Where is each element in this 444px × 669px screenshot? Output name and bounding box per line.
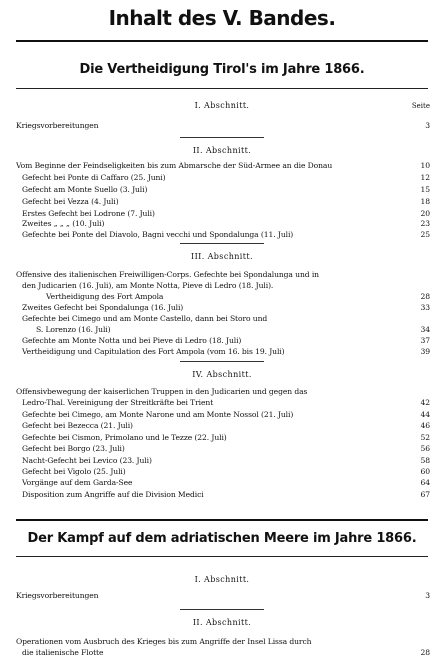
toc-entry-page: 64 bbox=[420, 478, 430, 487]
toc-entry-title: Vom Beginne der Feindseligkeiten bis zum Abmarsche der Süd-Armee an die Donau bbox=[16, 161, 333, 170]
part1-title: Die Vertheidigung Tirol's im Jahre 1866. bbox=[79, 62, 365, 77]
toc-entry-title: Disposition zum Angriffe auf die Division Medici bbox=[22, 490, 204, 499]
toc-entry-title: Gefecht bei Ponte di Caffaro (25. Juni) bbox=[22, 173, 166, 182]
toc-entry-page: 15 bbox=[420, 185, 430, 194]
toc-entry bbox=[0, 160, 444, 172]
toc-entry bbox=[0, 172, 444, 184]
toc-entry-title: Operationen vom Ausbruch des Krieges bis zum Angriffe der Insel Lissa durch bbox=[16, 637, 312, 646]
toc-entry-page: 3 bbox=[425, 591, 430, 600]
section-separator bbox=[180, 137, 264, 138]
toc-entry-title: Offensive des italienischen Freiwilligen-Corps. Gefechte bei Spondalunga und in bbox=[16, 270, 319, 279]
part1-rule bbox=[16, 88, 428, 89]
toc-entry-page: 58 bbox=[420, 456, 430, 465]
toc-entry-page: 33 bbox=[420, 303, 430, 312]
toc-entry-title: Gefecht bei Borgo (23. Juli) bbox=[22, 444, 125, 453]
toc-entry bbox=[0, 647, 444, 659]
toc-entry bbox=[0, 590, 444, 602]
toc-entry bbox=[0, 346, 444, 358]
toc-entry bbox=[0, 420, 444, 432]
toc-entry-page: 28 bbox=[420, 292, 430, 301]
toc-entry bbox=[0, 120, 444, 132]
toc-entry-page: 67 bbox=[420, 490, 430, 499]
toc-entry-title: Gefechte bei Cimego, am Monte Narone und am Monte Nossol (21. Juli) bbox=[22, 410, 294, 419]
toc-entry-page: 34 bbox=[420, 325, 430, 334]
section-separator bbox=[180, 361, 264, 362]
section-heading: III. Abschnitt. bbox=[191, 252, 253, 261]
toc-entry-title: Offensivbewegung der kaiserlichen Truppen in den Judicarien und gegen das bbox=[16, 387, 308, 396]
section-heading: II. Abschnitt. bbox=[192, 618, 252, 627]
section-heading: IV. Abschnitt. bbox=[192, 370, 252, 379]
title-rule bbox=[16, 40, 428, 42]
toc-entry-title: Ledro-Thal. Vereinigung der Streitkräfte bei Trient bbox=[22, 398, 214, 407]
toc-entry-title: Zweites Gefecht bei Spondalunga (16. Juli) bbox=[22, 303, 184, 312]
toc-entry-title: S. Lorenzo (16. Juli) bbox=[36, 325, 111, 334]
part2-rule bbox=[16, 556, 428, 557]
toc-entry-page: 20 bbox=[420, 209, 430, 218]
toc-entry-page: 56 bbox=[420, 444, 430, 453]
toc-entry-title: Nacht-Gefecht bei Levico (23. Juli) bbox=[22, 456, 152, 465]
toc-entry bbox=[0, 443, 444, 455]
toc-entry-page: 60 bbox=[420, 467, 430, 476]
toc-entry-title: Erstes Gefecht bei Lodrone (7. Juli) bbox=[22, 209, 155, 218]
toc-entry bbox=[0, 196, 444, 208]
toc-entry-title: Gefecht bei Vigolo (25. Juli) bbox=[22, 467, 126, 476]
toc-entry-title: Vertheidigung des Fort Ampola bbox=[46, 292, 164, 301]
toc-entry-page: 28 bbox=[420, 648, 430, 657]
toc-entry-title: Gefechte bei Cimego und am Monte Castello, dann bei Storo und bbox=[22, 314, 268, 323]
section-heading: I. Abschnitt. bbox=[194, 575, 250, 584]
toc-entry-page: 37 bbox=[420, 336, 430, 345]
toc-entry-page: 10 bbox=[420, 161, 430, 170]
toc-entry-title: Gefecht bei Bezecca (21. Juli) bbox=[22, 421, 133, 430]
section-heading: II. Abschnitt. bbox=[192, 146, 252, 155]
toc-entry bbox=[0, 489, 444, 501]
part-divider-rule bbox=[16, 519, 428, 521]
toc-entry bbox=[0, 397, 444, 409]
toc-entry-page: 52 bbox=[420, 433, 430, 442]
toc-entry bbox=[0, 477, 444, 489]
toc-entry bbox=[0, 184, 444, 196]
toc-entry-title: Gefechte bei Cismon, Primolano und le Tezze (22. Juli) bbox=[22, 433, 227, 442]
toc-entry-title: Gefechte bei Ponte del Diavolo, Bagni vecchi und Spondalunga (11. Juli) bbox=[22, 230, 294, 239]
toc-entry-page: 42 bbox=[420, 398, 430, 407]
toc-entry-title: Vorgänge auf dem Garda-See bbox=[22, 478, 133, 487]
toc-entry-page: 3 bbox=[425, 121, 430, 130]
toc-entry bbox=[0, 229, 444, 241]
toc-entry-page: 39 bbox=[420, 347, 430, 356]
toc-entry-title: Kriegsvorbereitungen bbox=[16, 121, 99, 130]
toc-entry-title: Vertheidigung und Capitulation des Fort Ampola (vom 16. bis 19. Juli) bbox=[22, 347, 285, 356]
volume-title: Inhalt des V. Bandes. bbox=[108, 6, 336, 30]
toc-entry-title: Kriegsvorbereitungen bbox=[16, 591, 99, 600]
section-separator bbox=[180, 243, 264, 244]
toc-entry-page: 12 bbox=[420, 173, 430, 182]
toc-entry-title: Gefecht bei Vezza (4. Juli) bbox=[22, 197, 119, 206]
toc-entry-page: 46 bbox=[420, 421, 430, 430]
toc-entry-title: Gefecht am Monte Suello (3. Juli) bbox=[22, 185, 148, 194]
toc-entry-page: 44 bbox=[420, 410, 430, 419]
toc-entry-page: 23 bbox=[420, 219, 430, 228]
part2-title: Der Kampf auf dem adriatischen Meere im Jahre 1866. bbox=[27, 531, 417, 546]
toc-entry-page: 25 bbox=[420, 230, 430, 239]
toc-entry-title: Zweites „ „ „ (10. Juli) bbox=[22, 219, 105, 228]
toc-entry-title: die italienische Flotte bbox=[22, 648, 104, 657]
section-heading: I. Abschnitt. bbox=[194, 101, 250, 110]
toc-entry-page: 18 bbox=[420, 197, 430, 206]
section-separator bbox=[180, 609, 264, 610]
toc-entry-title: den Judicarien (16. Juli), am Monte Notta, Pieve di Ledro (18. Juli). bbox=[22, 281, 274, 290]
page-column-label: Seite bbox=[411, 102, 430, 110]
toc-entry-title: Gefechte am Monte Notta und bei Pieve di Ledro (18. Juli) bbox=[22, 336, 242, 345]
